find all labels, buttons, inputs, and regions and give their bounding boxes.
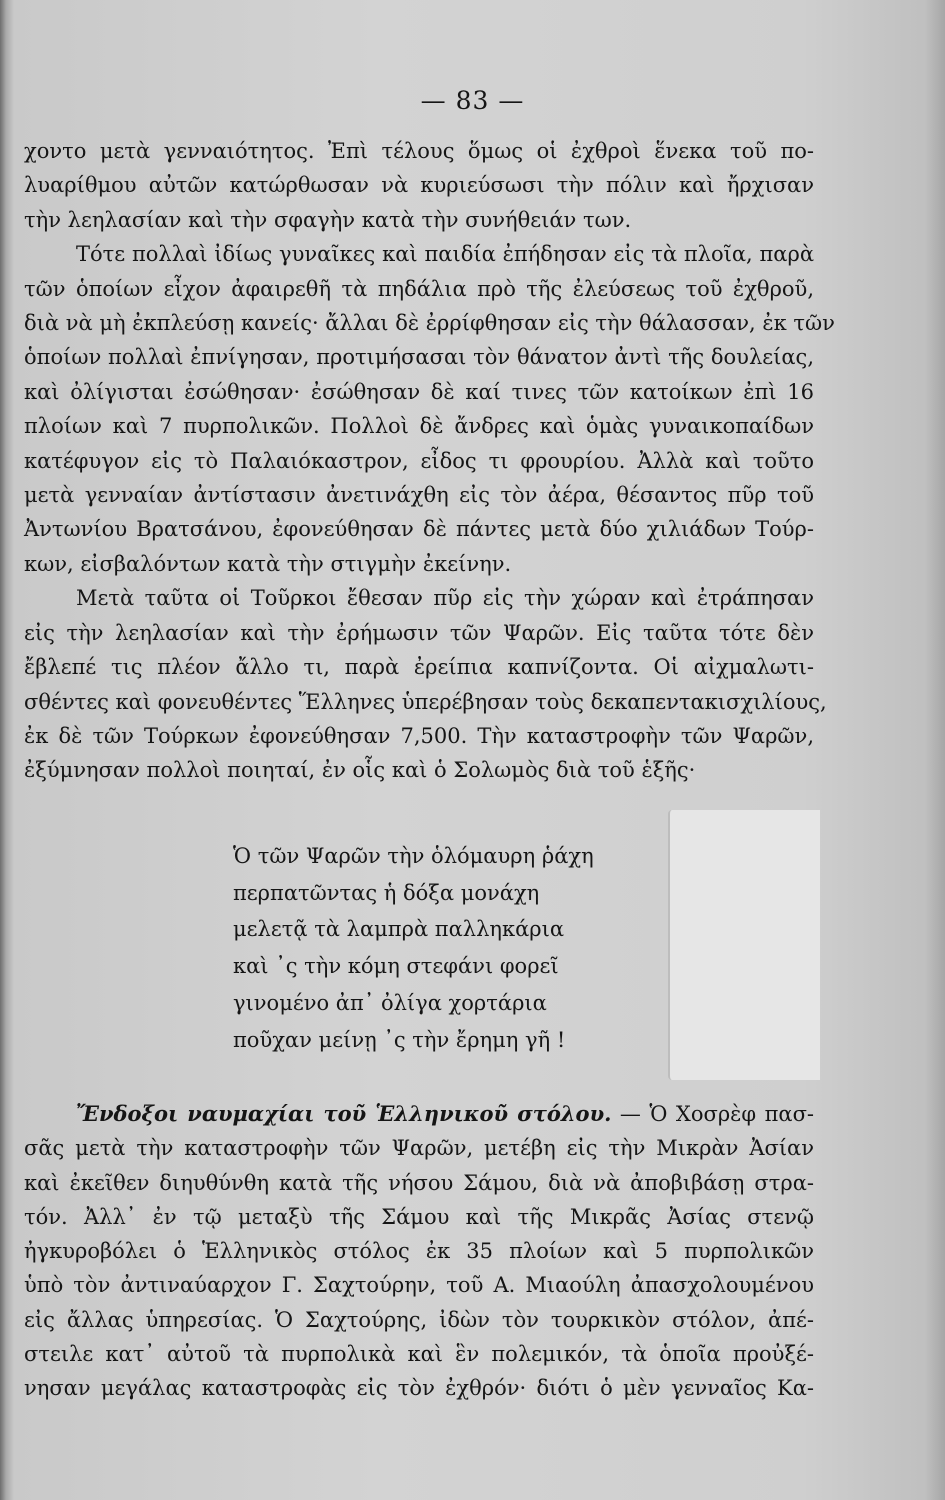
text-line: ἐκ δὲ τῶν Τούρκων ἐφονεύθησαν 7,500. Τὴν καταστροφὴν τῶν Ψαρῶν, — [24, 723, 814, 748]
text-line: ὑπὸ τὸν ἀντιναύαρχον Γ. Σαχτούρην, τοῦ Α. Μιαούλη ἀπασχολουμένου — [24, 1273, 814, 1298]
text-line: καὶ ὀλίγισται ἐσώθησαν· ἐσώθησαν δὲ καί τινες τῶν κατοίκων ἐπὶ 16 — [24, 379, 814, 404]
text-line: μετὰ γενναίαν ἀντίστασιν ἀνετινάχθη εἰς τὸν ἀέρα, θέσαντος πῦρ τοῦ — [24, 483, 814, 508]
text-line: νησαν μεγάλας καταστροφὰς εἰς τὸν ἐχθρόν· διότι ὁ μὲν γενναῖος Κα- — [24, 1376, 814, 1401]
text-line: πλοίων καὶ 7 πυρπολικῶν. Πολλοὶ δὲ ἄνδρες καὶ ὁμὰς γυναικοπαίδων — [24, 414, 814, 439]
section-first-line — [24, 1097, 814, 1131]
poem-line: καὶ ᾿ς τὴν κόμη στεφάνι φορεῖ — [233, 954, 559, 979]
poem-line: περπατῶντας ἡ δόξα μονάχη — [233, 880, 540, 905]
text-line: Τότε πολλαὶ ἰδίως γυναῖκες καὶ παιδία ἐπήδησαν εἰς τὰ πλοῖα, παρὰ — [76, 242, 814, 267]
text-line: σθέντες καὶ φονευθέντες Ἕλληνες ὑπερέβησαν τοὺς δεκαπεντακισχιλίους, — [24, 689, 827, 714]
text-line: σᾶς μετὰ τὴν καταστροφὴν τῶν Ψαρῶν, μετέβη εἰς τὴν Μικρὰν Ἀσίαν — [24, 1136, 814, 1161]
text-line: εἰς ἄλλας ὑπηρεσίας. Ὁ Σαχτούρης, ἰδὼν τὸν τουρκικὸν στόλον, ἀπέ- — [24, 1307, 814, 1332]
text-line: ὁποίων πολλαὶ ἐπνίγησαν, προτιμήσασαι τὸν θάνατον ἀντὶ τῆς δουλείας, — [24, 345, 814, 370]
page-number: — 83 — — [420, 86, 525, 115]
poem-quote — [233, 838, 713, 1058]
text-line: καὶ ἐκεῖθεν διηυθύνθη κατὰ τῆς νήσου Σάμου, διὰ νὰ ἀποβιβάσῃ στρα- — [24, 1170, 814, 1195]
text-line: ἐξύμνησαν πολλοὶ ποιηταί, ἐν οἷς καὶ ὁ Σολωμὸς διὰ τοῦ ἑξῆς· — [24, 758, 696, 783]
text-line: ἠγκυροβόλει ὁ Ἑλληνικὸς στόλος ἐκ 35 πλοίων καὶ 5 πυρπολικῶν — [24, 1239, 814, 1264]
poem-line: μελετᾷ τὰ λαμπρὰ παλληκάρια — [233, 917, 565, 942]
poem-line: Ὁ τῶν Ψαρῶν τὴν ὁλόμαυρη ῥάχη — [233, 844, 594, 868]
body-paragraphs — [24, 134, 835, 788]
text-line: κων, εἰσβαλόντων κατὰ τὴν στιγμὴν ἐκείνην. — [24, 551, 512, 576]
text-line: χοντο μετὰ γενναιότητος. Ἐπὶ τέλους ὅμως οἱ ἐχθροὶ ἕνεκα τοῦ πο- — [24, 139, 814, 163]
text-line: Ἀντωνίου Βρατσάνου, ἐφονεύθησαν δὲ πάντες μετὰ δύο χιλιάδων Τούρ- — [24, 517, 814, 542]
poem-line: γινομένο ἀπ᾿ ὀλίγα χορτάρια — [233, 990, 547, 1015]
text-line: διὰ νὰ μὴ ἐκπλεύσῃ κανείς· ἄλλαι δὲ ἐρρίφθησαν εἰς τὴν θάλασσαν, ἐκ τῶν — [24, 311, 835, 336]
section-naval-battles — [24, 1097, 814, 1406]
text-line: στειλε κατ᾿ αὐτοῦ τὰ πυρπολικὰ καὶ ἓν πολεμικόν, τὰ ὁποῖα προὐξέ- — [24, 1342, 814, 1367]
text-line: τὴν λεηλασίαν καὶ τὴν σφαγὴν κατὰ τὴν συνήθειάν των. — [24, 207, 632, 232]
text-line: κατέφυγον εἰς τὸ Παλαιόκαστρον, εἶδος τι φρουρίου. Ἀλλὰ καὶ τοῦτο — [24, 448, 814, 473]
text-line: τῶν ὁποίων εἶχον ἀφαιρεθῆ τὰ πηδάλια πρὸ τῆς ἐλεύσεως τοῦ ἐχθροῦ, — [24, 276, 814, 301]
text-line: λυαρίθμου αὐτῶν κατώρθωσαν νὰ κυριεύσωσι τὴν πόλιν καὶ ἤρχισαν — [24, 173, 814, 198]
text-line: τόν. Ἀλλ᾿ ἐν τῷ μεταξὺ τῆς Σάμου καὶ τῆς Μικρᾶς Ἀσίας στενῷ — [24, 1204, 814, 1229]
section-first-line-text: — Ὁ Χοσρὲφ πασ- — [619, 1102, 815, 1126]
text-line: Μετὰ ταῦτα οἱ Τοῦρκοι ἔθεσαν πῦρ εἰς τὴν χώραν καὶ ἐτράπησαν — [76, 586, 814, 611]
page-edge-shadow — [925, 0, 945, 1500]
text-line: ἔβλεπέ τις πλέον ἄλλο τι, παρὰ ἐρείπια καπνίζοντα. Οἱ αἰχμαλωτι- — [24, 655, 814, 680]
poem-line: ποῦχαν μείνῃ ᾿ς τὴν ἔρημη γῆ ! — [233, 1027, 566, 1052]
text-line: εἰς τὴν λεηλασίαν καὶ τὴν ἐρήμωσιν τῶν Ψαρῶν. Εἰς ταῦτα τότε δὲν — [24, 620, 814, 645]
section-heading: Ἔνδοξοι ναυμαχίαι τοῦ Ἑλληνικοῦ στόλου. — [76, 1101, 612, 1126]
